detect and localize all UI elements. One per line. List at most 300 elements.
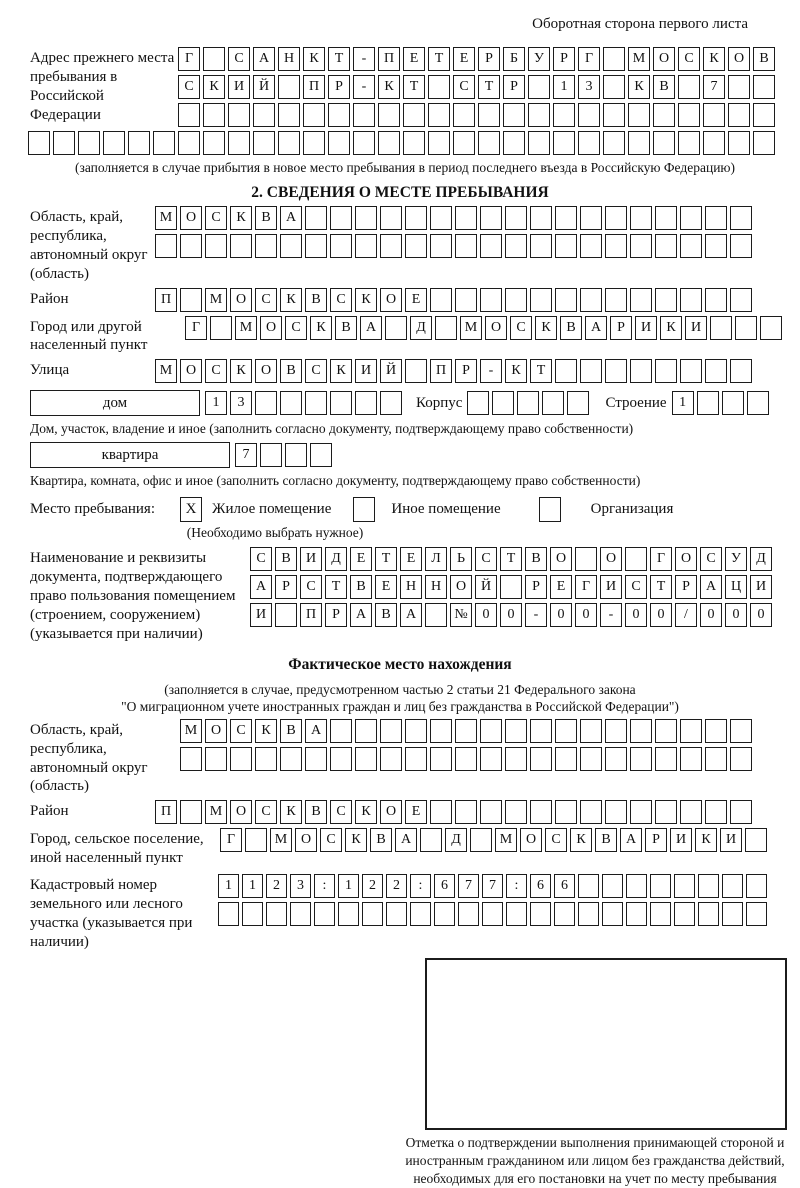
- char-cell[interactable]: [303, 103, 325, 127]
- char-cell[interactable]: С: [510, 316, 532, 340]
- char-cell[interactable]: [305, 206, 327, 230]
- char-cell[interactable]: К: [703, 47, 725, 71]
- char-cell[interactable]: [528, 131, 550, 155]
- char-cell[interactable]: [630, 288, 652, 312]
- char-cell[interactable]: Т: [403, 75, 425, 99]
- char-cell[interactable]: К: [535, 316, 557, 340]
- char-cell[interactable]: [703, 103, 725, 127]
- char-cell[interactable]: А: [400, 603, 422, 627]
- char-cell[interactable]: [605, 747, 627, 771]
- char-cell[interactable]: [735, 316, 757, 340]
- char-cell[interactable]: К: [303, 47, 325, 71]
- char-cell[interactable]: [530, 288, 552, 312]
- char-cell[interactable]: [434, 902, 455, 926]
- char-cell[interactable]: [580, 288, 602, 312]
- char-cell[interactable]: [630, 747, 652, 771]
- char-cell[interactable]: Р: [478, 47, 500, 71]
- char-cell[interactable]: П: [300, 603, 322, 627]
- char-cell[interactable]: [602, 874, 623, 898]
- char-cell[interactable]: О: [653, 47, 675, 71]
- char-cell[interactable]: [705, 288, 727, 312]
- char-cell[interactable]: [746, 902, 767, 926]
- char-cell[interactable]: [722, 874, 743, 898]
- char-cell[interactable]: [28, 131, 50, 155]
- char-cell[interactable]: С: [228, 47, 250, 71]
- char-cell[interactable]: [580, 800, 602, 824]
- char-cell[interactable]: [362, 902, 383, 926]
- char-cell[interactable]: Б: [503, 47, 525, 71]
- char-cell[interactable]: [630, 719, 652, 743]
- char-cell[interactable]: С: [305, 359, 327, 383]
- char-cell[interactable]: С: [625, 575, 647, 599]
- char-cell[interactable]: У: [725, 547, 747, 571]
- char-cell[interactable]: О: [485, 316, 507, 340]
- char-cell[interactable]: Н: [425, 575, 447, 599]
- char-cell[interactable]: И: [250, 603, 272, 627]
- char-cell[interactable]: [630, 359, 652, 383]
- char-cell[interactable]: 1: [338, 874, 359, 898]
- char-cell[interactable]: [505, 800, 527, 824]
- char-cell[interactable]: [278, 103, 300, 127]
- char-cell[interactable]: В: [280, 359, 302, 383]
- char-cell[interactable]: [285, 443, 307, 467]
- char-cell[interactable]: [674, 874, 695, 898]
- char-cell[interactable]: Д: [750, 547, 772, 571]
- char-cell[interactable]: [455, 288, 477, 312]
- char-cell[interactable]: Г: [575, 575, 597, 599]
- char-cell[interactable]: В: [275, 547, 297, 571]
- char-cell[interactable]: О: [255, 359, 277, 383]
- char-cell[interactable]: [425, 603, 447, 627]
- char-cell[interactable]: [730, 359, 752, 383]
- char-cell[interactable]: [698, 874, 719, 898]
- char-cell[interactable]: [555, 359, 577, 383]
- char-cell[interactable]: [698, 902, 719, 926]
- char-cell[interactable]: А: [620, 828, 642, 852]
- char-cell[interactable]: К: [280, 800, 302, 824]
- char-cell[interactable]: К: [660, 316, 682, 340]
- char-cell[interactable]: Е: [453, 47, 475, 71]
- char-cell[interactable]: 1: [218, 874, 239, 898]
- char-cell[interactable]: [728, 103, 750, 127]
- char-cell[interactable]: П: [155, 288, 177, 312]
- char-cell[interactable]: [674, 902, 695, 926]
- char-cell[interactable]: [403, 131, 425, 155]
- char-cell[interactable]: С: [453, 75, 475, 99]
- char-cell[interactable]: [650, 874, 671, 898]
- char-cell[interactable]: [580, 206, 602, 230]
- char-cell[interactable]: [405, 206, 427, 230]
- char-cell[interactable]: С: [205, 359, 227, 383]
- char-cell[interactable]: [330, 747, 352, 771]
- char-cell[interactable]: М: [270, 828, 292, 852]
- char-cell[interactable]: [453, 131, 475, 155]
- char-cell[interactable]: [605, 234, 627, 258]
- char-cell[interactable]: И: [685, 316, 707, 340]
- char-cell[interactable]: [255, 747, 277, 771]
- char-cell[interactable]: 7: [482, 874, 503, 898]
- char-cell[interactable]: [680, 288, 702, 312]
- char-cell[interactable]: [578, 874, 599, 898]
- char-cell[interactable]: [410, 902, 431, 926]
- char-cell[interactable]: [245, 828, 267, 852]
- char-cell[interactable]: [420, 828, 442, 852]
- char-cell[interactable]: [555, 800, 577, 824]
- char-cell[interactable]: Й: [475, 575, 497, 599]
- char-cell[interactable]: -: [525, 603, 547, 627]
- char-cell[interactable]: А: [395, 828, 417, 852]
- char-cell[interactable]: 0: [625, 603, 647, 627]
- char-cell[interactable]: [746, 874, 767, 898]
- char-cell[interactable]: [528, 103, 550, 127]
- char-cell[interactable]: Т: [325, 575, 347, 599]
- char-cell[interactable]: [330, 391, 352, 415]
- char-cell[interactable]: В: [255, 206, 277, 230]
- char-cell[interactable]: Е: [550, 575, 572, 599]
- char-cell[interactable]: Е: [350, 547, 372, 571]
- char-cell[interactable]: С: [330, 288, 352, 312]
- char-cell[interactable]: [530, 902, 551, 926]
- char-cell[interactable]: Г: [220, 828, 242, 852]
- char-cell[interactable]: [678, 75, 700, 99]
- char-cell[interactable]: [380, 747, 402, 771]
- char-cell[interactable]: Р: [325, 603, 347, 627]
- char-cell[interactable]: [482, 902, 503, 926]
- char-cell[interactable]: [467, 391, 489, 415]
- char-cell[interactable]: [605, 206, 627, 230]
- char-cell[interactable]: [710, 316, 732, 340]
- char-cell[interactable]: [655, 800, 677, 824]
- char-cell[interactable]: :: [410, 874, 431, 898]
- char-cell[interactable]: С: [475, 547, 497, 571]
- char-cell[interactable]: Г: [178, 47, 200, 71]
- char-cell[interactable]: Р: [503, 75, 525, 99]
- char-cell[interactable]: -: [480, 359, 502, 383]
- char-cell[interactable]: [630, 206, 652, 230]
- char-cell[interactable]: [305, 234, 327, 258]
- char-cell[interactable]: [730, 747, 752, 771]
- char-cell[interactable]: [555, 747, 577, 771]
- char-cell[interactable]: В: [375, 603, 397, 627]
- char-cell[interactable]: Д: [410, 316, 432, 340]
- char-cell[interactable]: [328, 103, 350, 127]
- char-cell[interactable]: С: [255, 288, 277, 312]
- char-cell[interactable]: [578, 103, 600, 127]
- char-cell[interactable]: [305, 747, 327, 771]
- char-cell[interactable]: Ь: [450, 547, 472, 571]
- char-cell[interactable]: [505, 288, 527, 312]
- checkbox-other-premises[interactable]: [353, 497, 375, 522]
- char-cell[interactable]: М: [205, 800, 227, 824]
- char-cell[interactable]: [728, 131, 750, 155]
- char-cell[interactable]: [453, 103, 475, 127]
- char-cell[interactable]: Г: [578, 47, 600, 71]
- char-cell[interactable]: Г: [650, 547, 672, 571]
- char-cell[interactable]: [580, 359, 602, 383]
- char-cell[interactable]: [480, 288, 502, 312]
- char-cell[interactable]: П: [303, 75, 325, 99]
- char-cell[interactable]: О: [180, 359, 202, 383]
- char-cell[interactable]: [228, 103, 250, 127]
- char-cell[interactable]: 2: [266, 874, 287, 898]
- char-cell[interactable]: 1: [242, 874, 263, 898]
- char-cell[interactable]: [722, 902, 743, 926]
- char-cell[interactable]: С: [545, 828, 567, 852]
- char-cell[interactable]: [478, 103, 500, 127]
- char-cell[interactable]: [180, 288, 202, 312]
- char-cell[interactable]: [505, 747, 527, 771]
- char-cell[interactable]: [203, 103, 225, 127]
- char-cell[interactable]: [580, 234, 602, 258]
- char-cell[interactable]: [428, 131, 450, 155]
- char-cell[interactable]: [470, 828, 492, 852]
- char-cell[interactable]: А: [700, 575, 722, 599]
- char-cell[interactable]: У: [528, 47, 550, 71]
- char-cell[interactable]: В: [305, 800, 327, 824]
- char-cell[interactable]: [314, 902, 335, 926]
- char-cell[interactable]: К: [230, 359, 252, 383]
- char-cell[interactable]: [728, 75, 750, 99]
- char-cell[interactable]: [403, 103, 425, 127]
- char-cell[interactable]: О: [230, 800, 252, 824]
- char-cell[interactable]: [653, 103, 675, 127]
- char-cell[interactable]: [530, 234, 552, 258]
- char-cell[interactable]: О: [380, 288, 402, 312]
- char-cell[interactable]: [705, 234, 727, 258]
- char-cell[interactable]: Й: [380, 359, 402, 383]
- char-cell[interactable]: [180, 747, 202, 771]
- char-cell[interactable]: И: [670, 828, 692, 852]
- char-cell[interactable]: К: [203, 75, 225, 99]
- char-cell[interactable]: С: [178, 75, 200, 99]
- char-cell[interactable]: [554, 902, 575, 926]
- char-cell[interactable]: 0: [475, 603, 497, 627]
- char-cell[interactable]: О: [295, 828, 317, 852]
- char-cell[interactable]: [628, 131, 650, 155]
- char-cell[interactable]: [430, 747, 452, 771]
- char-cell[interactable]: О: [380, 800, 402, 824]
- char-cell[interactable]: -: [353, 75, 375, 99]
- char-cell[interactable]: [430, 206, 452, 230]
- char-cell[interactable]: [455, 234, 477, 258]
- char-cell[interactable]: К: [695, 828, 717, 852]
- char-cell[interactable]: С: [285, 316, 307, 340]
- char-cell[interactable]: С: [320, 828, 342, 852]
- char-cell[interactable]: [517, 391, 539, 415]
- char-cell[interactable]: [280, 234, 302, 258]
- char-cell[interactable]: [178, 103, 200, 127]
- char-cell[interactable]: [430, 288, 452, 312]
- char-cell[interactable]: [603, 47, 625, 71]
- char-cell[interactable]: [542, 391, 564, 415]
- char-cell[interactable]: О: [260, 316, 282, 340]
- char-cell[interactable]: Р: [328, 75, 350, 99]
- char-cell[interactable]: [503, 103, 525, 127]
- char-cell[interactable]: Т: [500, 547, 522, 571]
- char-cell[interactable]: [355, 234, 377, 258]
- char-cell[interactable]: [730, 800, 752, 824]
- char-cell[interactable]: О: [520, 828, 542, 852]
- char-cell[interactable]: Т: [428, 47, 450, 71]
- char-cell[interactable]: В: [595, 828, 617, 852]
- char-cell[interactable]: 3: [578, 75, 600, 99]
- char-cell[interactable]: Т: [375, 547, 397, 571]
- char-cell[interactable]: О: [675, 547, 697, 571]
- char-cell[interactable]: О: [728, 47, 750, 71]
- char-cell[interactable]: [697, 391, 719, 415]
- char-cell[interactable]: В: [753, 47, 775, 71]
- char-cell[interactable]: О: [550, 547, 572, 571]
- char-cell[interactable]: [628, 103, 650, 127]
- char-cell[interactable]: А: [253, 47, 275, 71]
- char-cell[interactable]: [355, 206, 377, 230]
- char-cell[interactable]: [503, 131, 525, 155]
- char-cell[interactable]: Р: [525, 575, 547, 599]
- char-cell[interactable]: [430, 800, 452, 824]
- char-cell[interactable]: [705, 206, 727, 230]
- char-cell[interactable]: [253, 131, 275, 155]
- char-cell[interactable]: [355, 719, 377, 743]
- char-cell[interactable]: И: [300, 547, 322, 571]
- char-cell[interactable]: [580, 747, 602, 771]
- char-cell[interactable]: [203, 47, 225, 71]
- char-cell[interactable]: 0: [575, 603, 597, 627]
- char-cell[interactable]: [630, 800, 652, 824]
- char-cell[interactable]: [53, 131, 75, 155]
- char-cell[interactable]: 0: [500, 603, 522, 627]
- char-cell[interactable]: С: [700, 547, 722, 571]
- char-cell[interactable]: С: [250, 547, 272, 571]
- char-cell[interactable]: [330, 234, 352, 258]
- char-cell[interactable]: Е: [400, 547, 422, 571]
- char-cell[interactable]: [555, 719, 577, 743]
- char-cell[interactable]: 0: [550, 603, 572, 627]
- char-cell[interactable]: [180, 800, 202, 824]
- char-cell[interactable]: А: [280, 206, 302, 230]
- char-cell[interactable]: О: [600, 547, 622, 571]
- char-cell[interactable]: [280, 747, 302, 771]
- char-cell[interactable]: [405, 234, 427, 258]
- char-cell[interactable]: К: [505, 359, 527, 383]
- char-cell[interactable]: [380, 206, 402, 230]
- char-cell[interactable]: С: [678, 47, 700, 71]
- char-cell[interactable]: [603, 131, 625, 155]
- char-cell[interactable]: [705, 747, 727, 771]
- char-cell[interactable]: [605, 719, 627, 743]
- char-cell[interactable]: [260, 443, 282, 467]
- char-cell[interactable]: [330, 719, 352, 743]
- char-cell[interactable]: К: [378, 75, 400, 99]
- char-cell[interactable]: Е: [405, 800, 427, 824]
- char-cell[interactable]: Р: [645, 828, 667, 852]
- char-cell[interactable]: [266, 902, 287, 926]
- char-cell[interactable]: [505, 234, 527, 258]
- char-cell[interactable]: Т: [478, 75, 500, 99]
- char-cell[interactable]: 6: [554, 874, 575, 898]
- char-cell[interactable]: О: [205, 719, 227, 743]
- char-cell[interactable]: [380, 391, 402, 415]
- char-cell[interactable]: Р: [610, 316, 632, 340]
- char-cell[interactable]: [203, 131, 225, 155]
- char-cell[interactable]: [747, 391, 769, 415]
- char-cell[interactable]: [492, 391, 514, 415]
- char-cell[interactable]: [380, 234, 402, 258]
- char-cell[interactable]: П: [155, 800, 177, 824]
- char-cell[interactable]: [555, 234, 577, 258]
- char-cell[interactable]: [730, 719, 752, 743]
- char-cell[interactable]: О: [450, 575, 472, 599]
- char-cell[interactable]: 6: [434, 874, 455, 898]
- char-cell[interactable]: [678, 103, 700, 127]
- char-cell[interactable]: [128, 131, 150, 155]
- char-cell[interactable]: Т: [328, 47, 350, 71]
- char-cell[interactable]: :: [506, 874, 527, 898]
- char-cell[interactable]: Е: [375, 575, 397, 599]
- char-cell[interactable]: [603, 103, 625, 127]
- char-cell[interactable]: [253, 103, 275, 127]
- char-cell[interactable]: М: [628, 47, 650, 71]
- char-cell[interactable]: [530, 719, 552, 743]
- char-cell[interactable]: [290, 902, 311, 926]
- char-cell[interactable]: [530, 800, 552, 824]
- char-cell[interactable]: С: [255, 800, 277, 824]
- char-cell[interactable]: [280, 391, 302, 415]
- char-cell[interactable]: Ц: [725, 575, 747, 599]
- char-cell[interactable]: [480, 747, 502, 771]
- char-cell[interactable]: [680, 747, 702, 771]
- char-cell[interactable]: Е: [403, 47, 425, 71]
- char-cell[interactable]: [353, 131, 375, 155]
- char-cell[interactable]: К: [330, 359, 352, 383]
- checkbox-residential[interactable]: X: [180, 497, 202, 522]
- char-cell[interactable]: [605, 288, 627, 312]
- char-cell[interactable]: А: [250, 575, 272, 599]
- char-cell[interactable]: [355, 747, 377, 771]
- char-cell[interactable]: [626, 874, 647, 898]
- char-cell[interactable]: [385, 316, 407, 340]
- char-cell[interactable]: :: [314, 874, 335, 898]
- apartment-type-box[interactable]: квартира: [30, 442, 230, 468]
- char-cell[interactable]: И: [635, 316, 657, 340]
- char-cell[interactable]: Р: [553, 47, 575, 71]
- char-cell[interactable]: Д: [325, 547, 347, 571]
- char-cell[interactable]: [255, 234, 277, 258]
- char-cell[interactable]: 2: [386, 874, 407, 898]
- char-cell[interactable]: С: [300, 575, 322, 599]
- char-cell[interactable]: [228, 131, 250, 155]
- char-cell[interactable]: [153, 131, 175, 155]
- char-cell[interactable]: [655, 359, 677, 383]
- char-cell[interactable]: [430, 234, 452, 258]
- char-cell[interactable]: [242, 902, 263, 926]
- char-cell[interactable]: М: [495, 828, 517, 852]
- checkbox-organization[interactable]: [539, 497, 561, 522]
- char-cell[interactable]: [575, 547, 597, 571]
- char-cell[interactable]: [680, 800, 702, 824]
- char-cell[interactable]: [578, 131, 600, 155]
- char-cell[interactable]: -: [600, 603, 622, 627]
- char-cell[interactable]: [405, 719, 427, 743]
- house-type-box[interactable]: дом: [30, 390, 200, 416]
- char-cell[interactable]: [753, 131, 775, 155]
- char-cell[interactable]: К: [280, 288, 302, 312]
- char-cell[interactable]: 0: [750, 603, 772, 627]
- char-cell[interactable]: [180, 234, 202, 258]
- char-cell[interactable]: [567, 391, 589, 415]
- char-cell[interactable]: [506, 902, 527, 926]
- char-cell[interactable]: [480, 206, 502, 230]
- char-cell[interactable]: [655, 234, 677, 258]
